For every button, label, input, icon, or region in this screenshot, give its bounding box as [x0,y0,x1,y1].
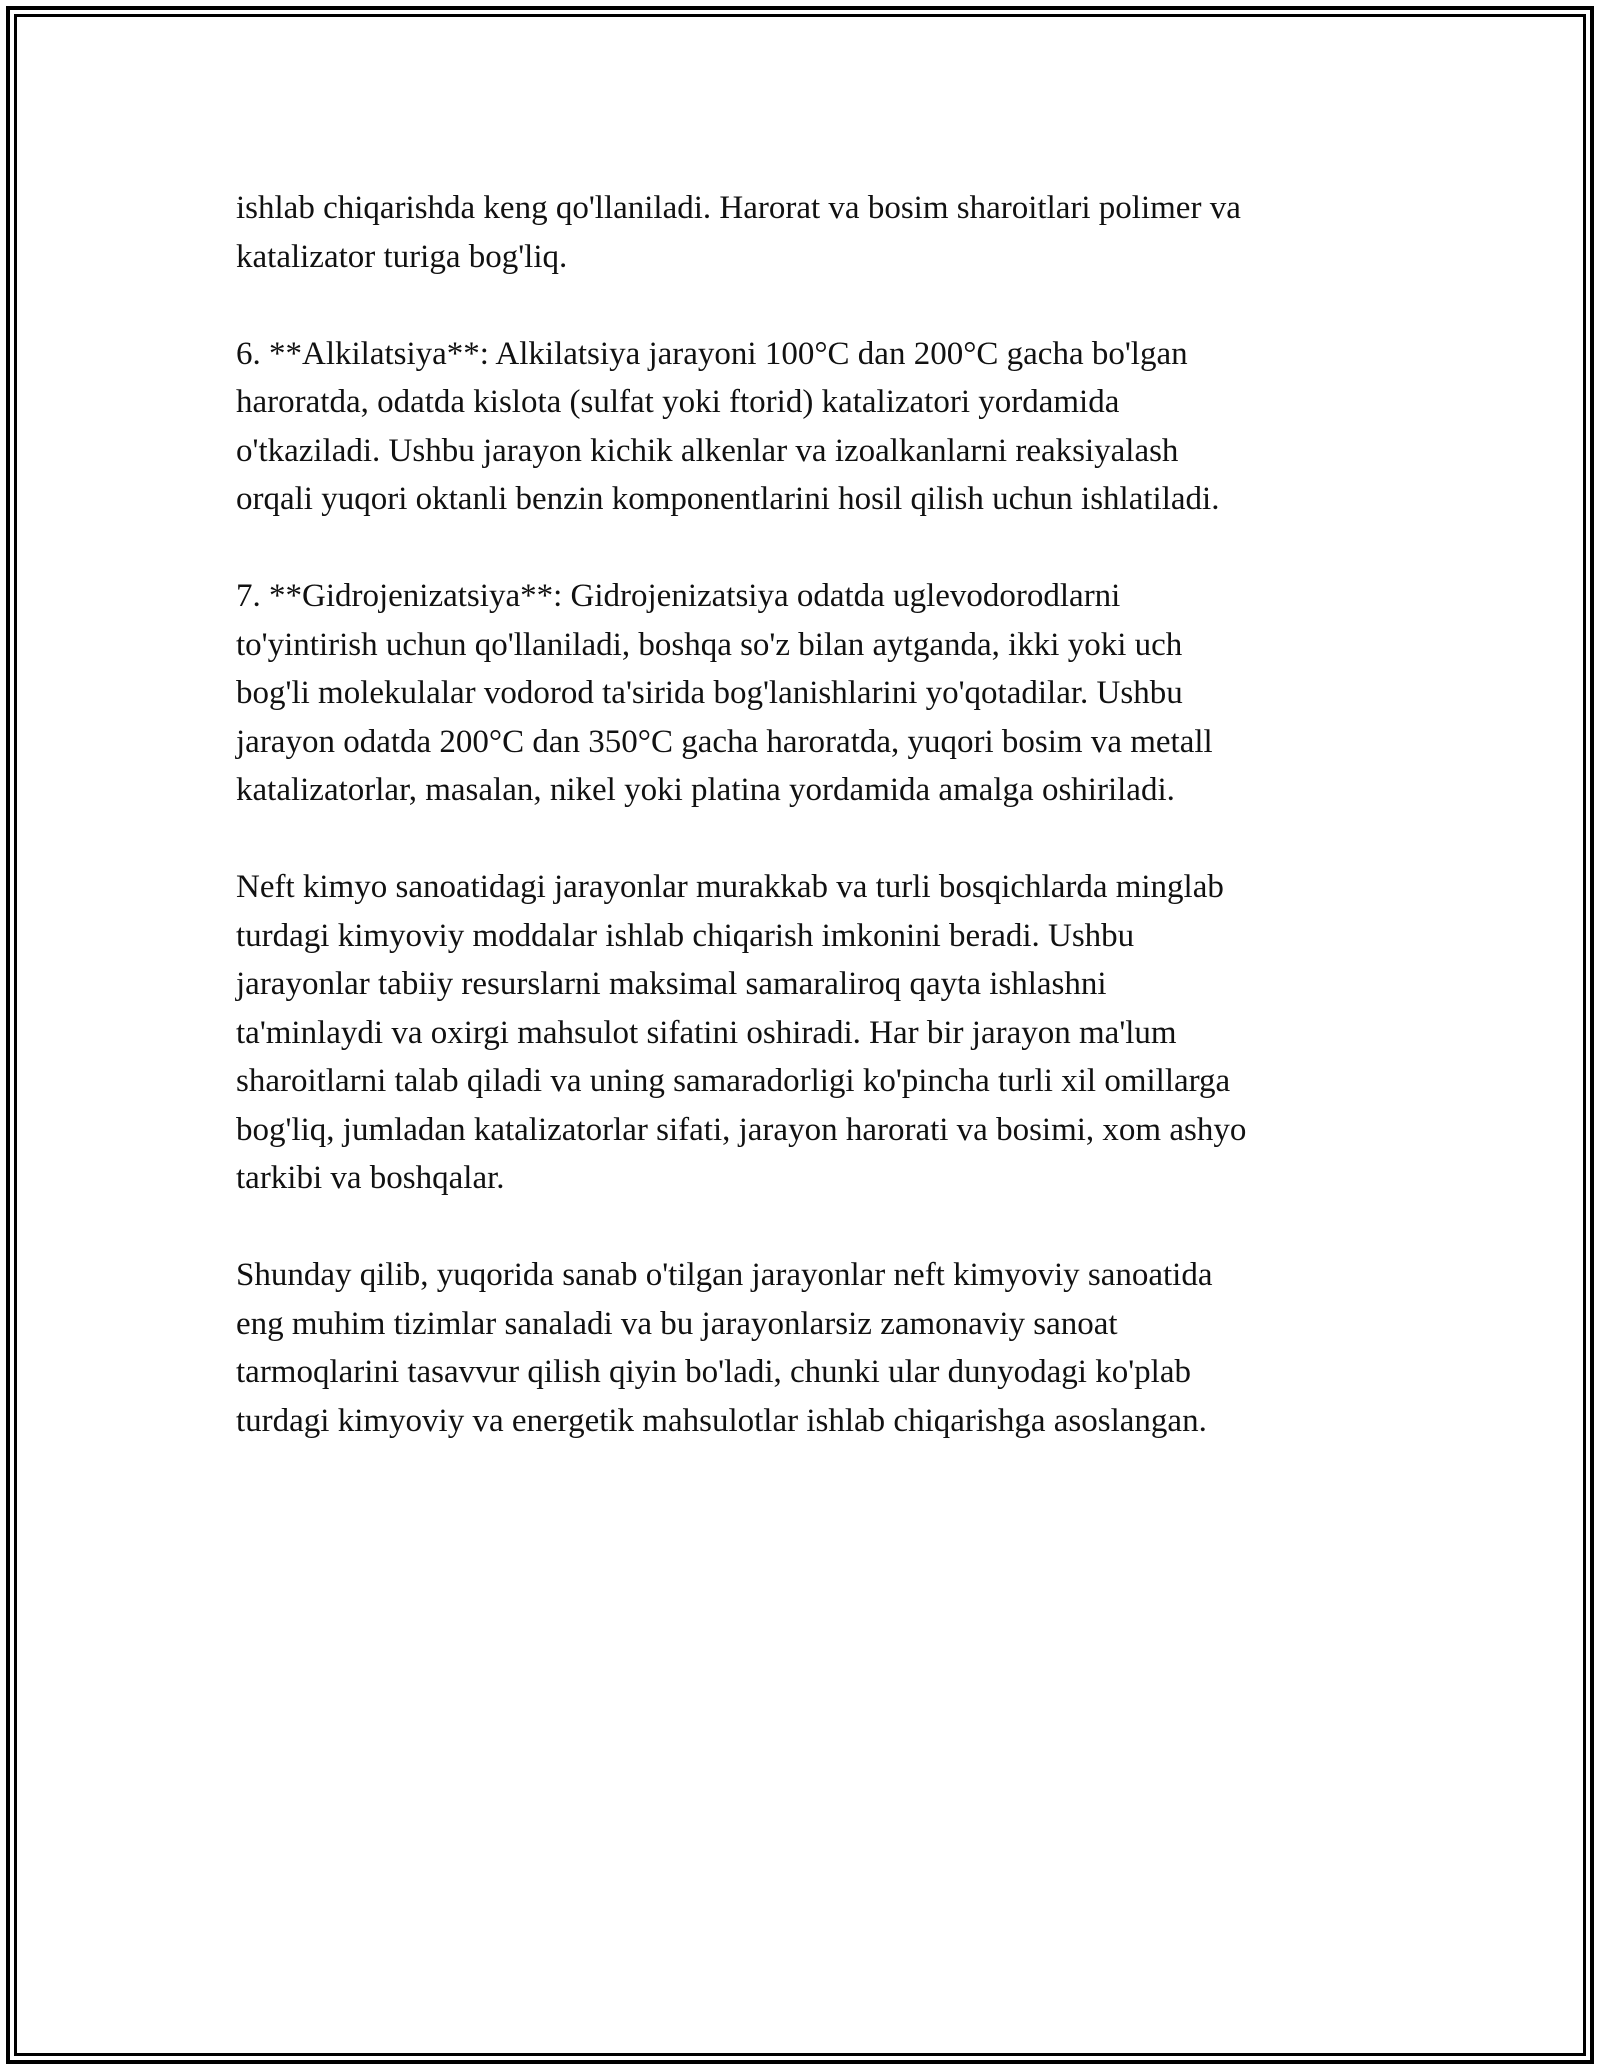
text-line: orqali yuqori oktanli benzin komponentlarini hosil qilish uchun ishlatiladi. [236,481,1220,517]
text-line: tarkibi va boshqalar. [236,1160,505,1196]
text-line: eng muhim tizimlar sanaladi va bu jarayonlarsiz zamonaviy sanoat [236,1305,1118,1342]
text-line: to'yintirish uchun qo'llaniladi, boshqa so'z bilan aytganda, ikki yoki uch [236,626,1183,663]
paragraph-hydrogenation [236,572,1376,815]
text-line: Neft kimyo sanoatidagi jarayonlar murakkab va turli bosqichlarda minglab [236,869,1224,905]
text-line: katalizator turiga bog'liq. [236,238,568,275]
paragraph-1 [236,184,1376,281]
text-line: 6. **Alkilatsiya**: Alkilatsiya jarayoni 100°C dan 200°C gacha bo'lgan [236,335,1188,372]
text-line: o'tkaziladi. Ushbu jarayon kichik alkenlar va izoalkanlarni reaksiyalash [236,432,1179,469]
text-line: turdagi kimyoviy va energetik mahsulotlar ishlab chiqarishga asoslangan. [236,1402,1207,1439]
paragraph-spacer [236,815,1376,864]
paragraph-spacer [236,524,1376,573]
text-line: 7. **Gidrojenizatsiya**: Gidrojenizatsiya odatda uglevodorodlarni [236,578,1121,614]
text-line: jarayon odatda 200°C dan 350°C gacha haroratda, yuqori bosim va metall [236,723,1213,760]
text-line: ishlab chiqarishda keng qo'llaniladi. Harorat va bosim sharoitlari polimer va [236,190,1241,226]
paragraph-alkylation [236,330,1376,524]
text-line: tarmoqlarini tasavvur qilish qiyin bo'ladi, chunki ular dunyodagi ko'plab [236,1354,1191,1390]
paragraph-conclusion [236,1251,1376,1445]
text-line: turdagi kimyoviy moddalar ishlab chiqarish imkonini beradi. Ushbu [236,917,1135,954]
paragraph-spacer [236,281,1376,330]
text-line: ta'minlaydi va oxirgi mahsulot sifatini oshiradi. Har bir jarayon ma'lum [236,1014,1177,1051]
text-line: haroratda, odatda kislota (sulfat yoki ftorid) katalizatori yordamida [236,384,1120,420]
text-line: sharoitlarni talab qiladi va uning samaradorligi ko'pincha turli xil omillarga [236,1063,1231,1099]
text-line: Shunday qilib, yuqorida sanab o'tilgan jarayonlar neft kimyoviy sanoatida [236,1257,1213,1293]
document-body [236,184,1376,1445]
text-line: jarayonlar tabiiy resurslarni maksimal samaraliroq qayta ishlashni [236,966,1107,1002]
text-line: katalizatorlar, masalan, nikel yoki platina yordamida amalga oshiriladi. [236,772,1175,808]
text-line: bog'li molekulalar vodorod ta'sirida bog'lanishlarini yo'qotadilar. Ushbu [236,675,1183,711]
paragraph-spacer [236,1203,1376,1252]
text-line: bog'liq, jumladan katalizatorlar sifati, jarayon harorati va bosimi, xom ashyo [236,1111,1247,1148]
paragraph-processes-overview [236,863,1376,1203]
